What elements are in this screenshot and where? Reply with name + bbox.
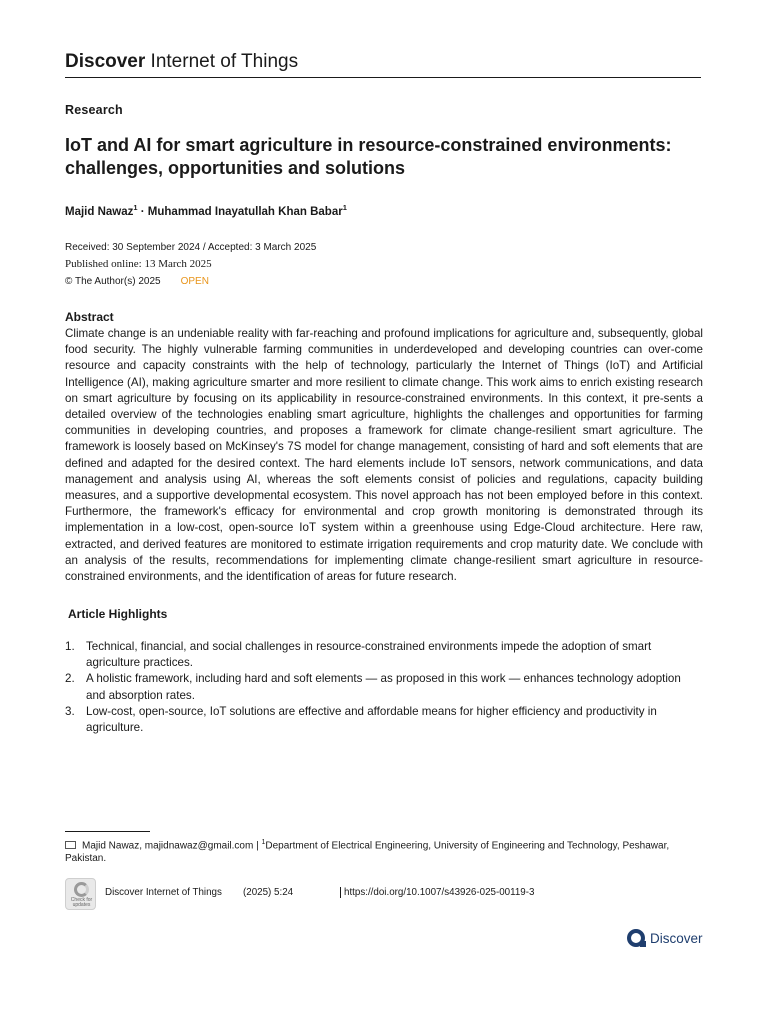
citation-volume: (2025) 5:24: [243, 887, 294, 898]
author-list: [65, 203, 347, 218]
affiliation-marker: 1: [261, 839, 266, 846]
list-item-text: A holistic framework, including hard and soft elements — as proposed in this work — enhances technology adoption and absorption rates.: [86, 672, 681, 702]
citation-journal: Discover Internet of Things: [105, 887, 222, 898]
article-title: IoT and AI for smart agriculture in resource-constrained environments: challenges, opportunities and solutions: [65, 135, 672, 178]
highlights-list: [65, 639, 703, 736]
received-accepted-date: Received: 30 September 2024 / Accepted: 3 March 2025: [65, 242, 317, 253]
list-item-text: Low-cost, open-source, IoT solutions are effective and affordable means for higher efficiency and productivity in agriculture.: [86, 704, 657, 735]
author-name[interactable]: Majid Nawaz: [65, 205, 134, 218]
journal-header: [65, 50, 701, 74]
check-for-updates-badge[interactable]: [65, 878, 96, 910]
footnote: [65, 836, 705, 865]
article-dates: [65, 239, 316, 290]
abstract-text: Climate change is an undeniable reality with far-reaching and profound implications for agriculture and, subsequently, global food security. The highly vulnerable farming communities in underdeveloped and developing countries can over-come resource and capacity constraints with the help of technology, particularly the Internet of Things (IoT) and Artificial Intelligence (AI), making agriculture smarter and more resilient to climate change. This work aims to enrich existing research on smart agriculture by focusing on its applicability in resource-constrained environments. In this context, it pre-sents a detailed overview of the technologies enabling smart agriculture, highlights the challenges and opportunities for farming communities in developing countries, and proposes a framework for climate change-resilient smart agriculture. The framework is loosely based on McKinsey's 7S model for change management, consisting of hard and soft elements that are defined and adapted for the desired context. The hard elements include IoT sensors, network communications, and data management and analysis using AI, whereas the soft elements consist of policies and regulations, capacity building measures, and a supportive developmental ecosystem. This novel approach has not been employed before in this context. Furthermore, the framework's efficacy for environmental and crop growth monitoring is demonstrated through its implementation in a low-cost, open-source IoT system within a greenhouse using Edge-Cloud architecture. Here raw, extracted, and derived features are monitored to estimate irrigation requirements and crop maturity date. We conclude with an analysis of the results, recommendations for implementing climate change-resilient smart agriculture in resource-constrained environments, and the identification of areas for future research.: [65, 327, 703, 584]
list-item-number: 2.: [65, 672, 75, 686]
copyright-line: [65, 273, 316, 290]
author-name[interactable]: Muhammad Inayatullah Khan Babar: [147, 205, 343, 218]
affiliation-marker: 1: [342, 203, 347, 212]
list-item-number: 1.: [65, 640, 75, 653]
journal-title: [65, 50, 701, 74]
list-item: [65, 639, 703, 671]
discover-logo-icon: [627, 929, 645, 947]
list-item-number: 3.: [65, 704, 75, 718]
check-for-updates-label: Check for updates: [70, 897, 93, 908]
list-item: [65, 704, 703, 736]
published-date: Published online: 13 March 2025: [65, 258, 212, 270]
open-access-badge[interactable]: OPEN: [180, 276, 209, 287]
list-item-text: Technical, financial, and social challenges in resource-constrained environments impede the adoption of smart agriculture practices.: [86, 640, 652, 670]
affiliation-text: Department of Electrical Engineering, University of Engineering and Technology, Peshawar, Pakistan.: [65, 840, 670, 865]
corresponding-author-contact[interactable]: Majid Nawaz, majidnawaz@gmail.com |: [82, 840, 262, 852]
check-for-updates-icon: [74, 882, 89, 897]
author-separator: ·: [137, 205, 148, 218]
journal-brand: Discover: [65, 51, 146, 72]
discover-logo-text: Discover: [650, 930, 703, 946]
abstract-heading: Abstract: [65, 310, 114, 324]
highlights-heading: Article Highlights: [68, 607, 168, 621]
list-item: [65, 671, 703, 703]
doi-link[interactable]: https://doi.org/10.1007/s43926-025-00119-3: [340, 887, 534, 898]
affiliation-marker: 1: [133, 203, 138, 212]
article-type: Research: [65, 103, 123, 117]
footnote-divider: [65, 831, 150, 832]
copyright-text: © The Author(s) 2025: [65, 276, 161, 287]
discover-logo: [627, 928, 703, 948]
journal-name: Internet of Things: [145, 51, 299, 72]
header-divider: [65, 77, 701, 78]
envelope-icon: [65, 841, 76, 849]
